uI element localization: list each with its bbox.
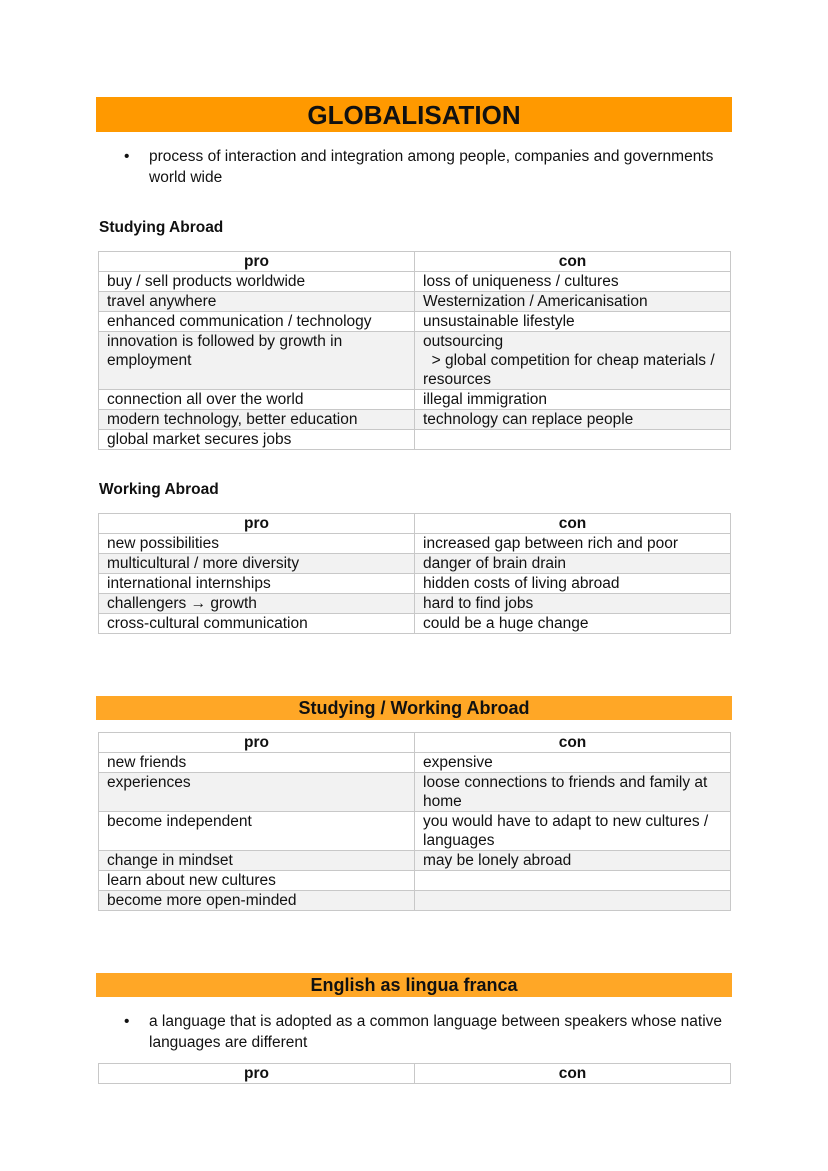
- con-cell: technology can replace people: [415, 410, 731, 430]
- section-banner-english-lingua-franca: English as lingua franca: [96, 973, 732, 997]
- con-cell: [415, 430, 731, 450]
- con-cell: hidden costs of living abroad: [415, 574, 731, 594]
- section-heading-working-abroad: Working Abroad: [99, 481, 219, 498]
- table-row: [99, 292, 731, 312]
- table-row: [99, 851, 731, 871]
- pro-cell: modern technology, better education: [99, 410, 415, 430]
- definition-text: process of interaction and integration among people, companies and governments world wide: [149, 148, 714, 186]
- table-row: [99, 332, 731, 390]
- table-row: [99, 430, 731, 450]
- pro-cell: experiences: [99, 773, 415, 812]
- con-cell: loss of uniqueness / cultures: [415, 272, 731, 292]
- page-title: GLOBALISATION: [96, 97, 732, 132]
- table-row: [99, 390, 731, 410]
- con-cell: outsourcing > global competition for cheap materials / resources: [415, 332, 731, 390]
- table-row: [99, 312, 731, 332]
- con-cell: [415, 891, 731, 911]
- con-header: con: [415, 733, 731, 753]
- table-row: [99, 534, 731, 554]
- con-cell: you would have to adapt to new cultures / languages: [415, 812, 731, 851]
- working-abroad-table: [98, 513, 731, 634]
- pro-cell: cross-cultural communication: [99, 614, 415, 634]
- pro-cell: enhanced communication / technology: [99, 312, 415, 332]
- con-cell: unsustainable lifestyle: [415, 312, 731, 332]
- table-row: [99, 614, 731, 634]
- lingua-franca-table: [98, 1063, 731, 1084]
- pro-cell: become independent: [99, 812, 415, 851]
- table-row: [99, 753, 731, 773]
- section-banner-studying-working-abroad: Studying / Working Abroad: [96, 696, 732, 720]
- table-row: [99, 272, 731, 292]
- con-header: con: [415, 252, 731, 272]
- pro-header: pro: [99, 252, 415, 272]
- con-cell: loose connections to friends and family at home: [415, 773, 731, 812]
- table-row: [99, 773, 731, 812]
- table-row: [99, 594, 731, 614]
- table-row: [99, 554, 731, 574]
- pro-header: pro: [99, 1064, 415, 1084]
- con-cell: increased gap between rich and poor: [415, 534, 731, 554]
- con-header: con: [415, 514, 731, 534]
- studying-working-abroad-table: [98, 732, 731, 911]
- pro-header: pro: [99, 733, 415, 753]
- con-header: con: [415, 1064, 731, 1084]
- pro-cell: new possibilities: [99, 534, 415, 554]
- table-row: [99, 812, 731, 851]
- section-heading-studying-abroad: Studying Abroad: [99, 219, 224, 236]
- pro-cell: become more open-minded: [99, 891, 415, 911]
- con-cell: Westernization / Americanisation: [415, 292, 731, 312]
- pro-cell: change in mindset: [99, 851, 415, 871]
- pro-cell: challengers → growth: [99, 594, 415, 614]
- con-cell: may be lonely abroad: [415, 851, 731, 871]
- con-cell: could be a huge change: [415, 614, 731, 634]
- table-row: [99, 410, 731, 430]
- table-row: [99, 871, 731, 891]
- pro-cell: connection all over the world: [99, 390, 415, 410]
- pro-cell: multicultural / more diversity: [99, 554, 415, 574]
- pro-cell: travel anywhere: [99, 292, 415, 312]
- table-row: [99, 574, 731, 594]
- bullet-icon: •: [124, 1013, 130, 1030]
- con-cell: [415, 871, 731, 891]
- table-row: [99, 891, 731, 911]
- con-cell: expensive: [415, 753, 731, 773]
- pro-header: pro: [99, 514, 415, 534]
- pro-cell: global market secures jobs: [99, 430, 415, 450]
- pro-cell: buy / sell products worldwide: [99, 272, 415, 292]
- lingua-franca-definition-text: a language that is adopted as a common language between speakers whose native languages are different: [149, 1013, 723, 1051]
- pro-cell: learn about new cultures: [99, 871, 415, 891]
- con-cell: hard to find jobs: [415, 594, 731, 614]
- pro-cell: new friends: [99, 753, 415, 773]
- studying-abroad-table: [98, 251, 731, 450]
- con-cell: danger of brain drain: [415, 554, 731, 574]
- con-cell: illegal immigration: [415, 390, 731, 410]
- bullet-icon: •: [124, 148, 130, 165]
- pro-cell: innovation is followed by growth in employment: [99, 332, 415, 390]
- pro-cell: international internships: [99, 574, 415, 594]
